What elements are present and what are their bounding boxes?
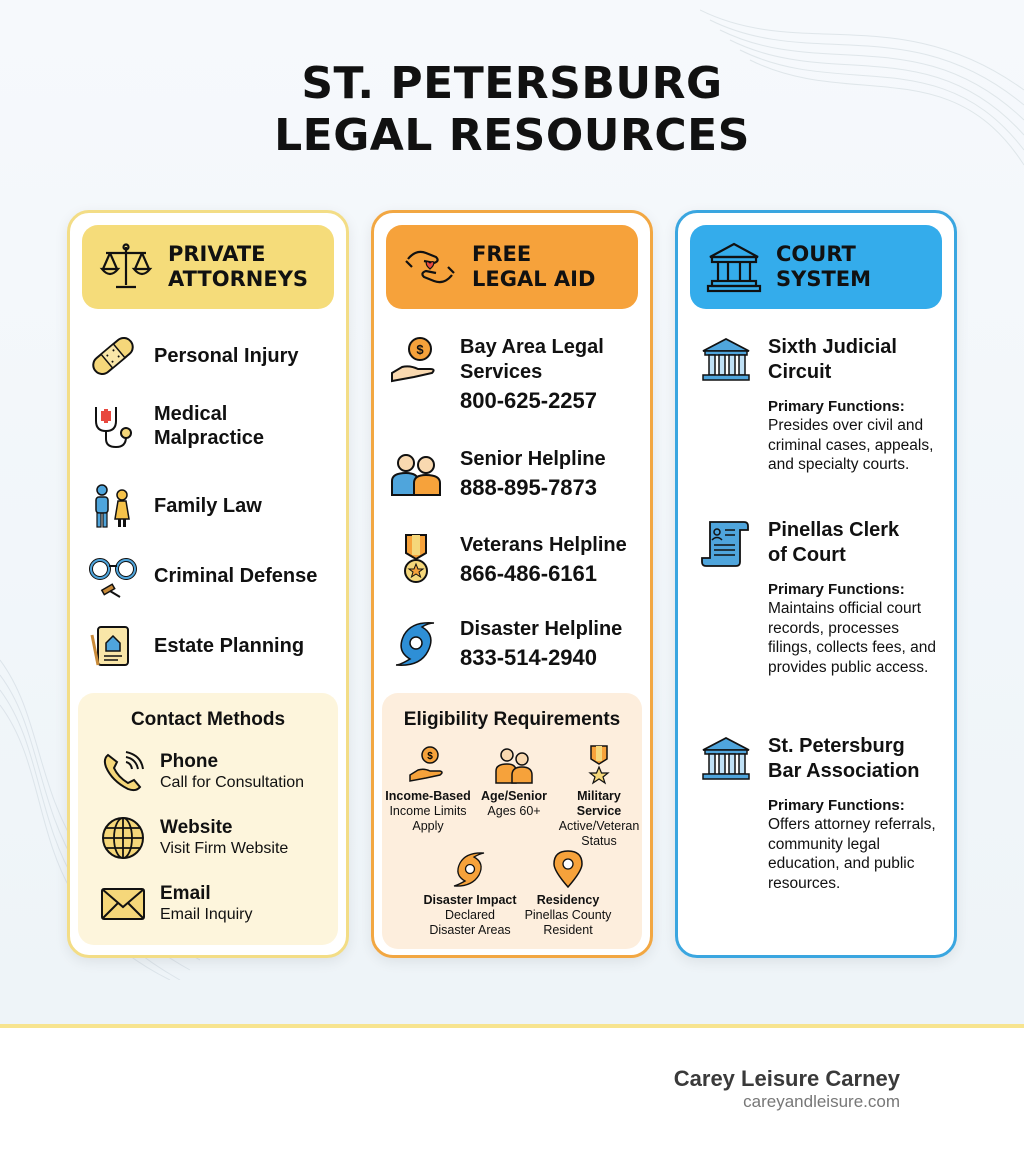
money-hand-icon [408, 745, 448, 785]
practice-area-personal-injury [88, 331, 299, 381]
brand-block [674, 1066, 900, 1112]
primary-functions-label: Primary Functions: [768, 797, 905, 814]
aid-service-name: Veterans Helpline [460, 534, 627, 556]
aid-service-senior-helpline [390, 447, 606, 502]
aid-service-phone[interactable]: 833-514-2940 [460, 645, 598, 670]
title-line-2: LEGAL RESOURCES [274, 110, 750, 161]
money-hand-icon [390, 335, 442, 387]
svg-text:$: $ [416, 342, 424, 357]
practice-area-label: Estate Planning [154, 635, 305, 657]
free-legal-aid-card [371, 210, 653, 958]
title-line-1: ST. PETERSBURG [301, 58, 723, 109]
eligibility-residency [520, 849, 616, 938]
eligibility-desc: Status [581, 834, 617, 848]
primary-functions-label: Primary Functions: [768, 398, 905, 415]
header-line-2: SYSTEM [776, 267, 872, 291]
eligibility-desc: Resident [543, 923, 593, 937]
contact-method-desc: Visit Firm Website [160, 840, 289, 857]
contact-method-label: Phone [160, 751, 219, 772]
eligibility-desc: Pinellas County [524, 908, 612, 922]
header-line-1: PRIVATE [168, 242, 266, 266]
eligibility-label: Service [576, 804, 622, 818]
contact-method-desc: Email Inquiry [160, 906, 253, 923]
eligibility-desc: Active/Veteran [558, 819, 640, 833]
eligibility-desc: Disaster Areas [429, 923, 511, 937]
header-line-1: COURT [776, 242, 856, 266]
medal-icon [390, 533, 442, 585]
will-document-icon [88, 621, 138, 671]
envelope-icon [100, 881, 146, 927]
court-entity-st-petersburg-bar-association [696, 734, 944, 893]
handcuffs-icon [88, 551, 138, 601]
eligibility-label: Residency [536, 893, 600, 907]
aid-service-name: Disaster Helpline [460, 618, 623, 640]
aid-service-phone[interactable]: 866-486-6161 [460, 561, 598, 586]
eligibility-label: Military [577, 789, 621, 803]
phone-icon [100, 749, 146, 795]
court-entity-name-line-2: Bar Association [768, 760, 920, 782]
scroll-document-icon [700, 518, 752, 570]
court-entity-name-line-1: Pinellas Clerk [768, 519, 900, 541]
header-line-2: LEGAL AID [472, 267, 596, 291]
court-system-header [690, 225, 942, 309]
footer [0, 1028, 1024, 1154]
medal-icon [579, 745, 619, 785]
eligibility-age [474, 745, 554, 819]
court-entity-sixth-judicial-circuit [696, 335, 944, 475]
courthouse-icon [700, 734, 752, 786]
practice-area-family-law [88, 481, 262, 531]
eligibility-desc: Income Limits [389, 804, 467, 818]
practice-area-label: Personal Injury [154, 345, 299, 367]
contact-method-website[interactable] [100, 815, 288, 861]
private-attorneys-card [67, 210, 349, 958]
court-entity-description: Offers attorney referrals, community legal education, and public resources. [768, 816, 936, 892]
hurricane-icon [390, 617, 442, 669]
practice-area-estate-planning [88, 621, 304, 671]
court-entity-name-line-2: of Court [768, 544, 846, 566]
practice-area-criminal-defense [88, 551, 317, 601]
seniors-icon [390, 447, 442, 499]
scales-icon [98, 239, 154, 295]
aid-service-phone[interactable]: 888-895-7873 [460, 475, 598, 500]
eligibility-desc: Declared [444, 908, 496, 922]
seniors-icon [494, 745, 534, 785]
stethoscope-icon [88, 401, 138, 451]
contact-methods-panel [78, 693, 338, 945]
eligibility-desc: Ages 60+ [487, 804, 541, 818]
aid-service-phone[interactable]: 800-625-2257 [460, 388, 598, 413]
free-legal-aid-header [386, 225, 638, 309]
practice-area-label-line-2: Malpractice [154, 427, 265, 449]
eligibility-label: Age/Senior [481, 789, 547, 803]
court-entity-name-line-1: Sixth Judicial [768, 336, 897, 358]
aid-service-veterans-helpline [390, 533, 627, 588]
courthouse-icon [706, 239, 762, 295]
court-system-card [675, 210, 957, 958]
eligibility-income [382, 745, 474, 834]
hurricane-icon [450, 849, 490, 889]
contact-method-label: Website [160, 817, 233, 838]
practice-area-medical-malpractice [88, 401, 264, 451]
court-entity-description: Maintains official court records, processes filings, collects fees, and provides public access. [768, 600, 937, 676]
contact-method-desc: Call for Consultation [160, 774, 305, 791]
aid-service-name-line-2: Services [460, 361, 543, 383]
eligibility-military [554, 745, 644, 849]
aid-service-disaster-helpline [390, 617, 622, 672]
eligibility-disaster [418, 849, 522, 938]
practice-area-label-line-1: Medical [154, 403, 228, 425]
contact-method-phone[interactable] [100, 749, 304, 795]
eligibility-label: Income-Based [385, 789, 471, 803]
page-title [0, 58, 1024, 162]
eligibility-label: Disaster Impact [423, 893, 517, 907]
globe-icon [100, 815, 146, 861]
brand-name: Carey Leisure Carney [673, 1066, 900, 1091]
bandage-icon [88, 331, 138, 381]
svg-text:$: $ [427, 751, 433, 762]
aid-service-name-line-1: Bay Area Legal [460, 336, 604, 358]
court-entity-pinellas-clerk [696, 518, 944, 677]
primary-functions-label: Primary Functions: [768, 581, 905, 598]
aid-service-name: Senior Helpline [460, 448, 606, 470]
helping-hands-icon [402, 239, 458, 295]
header-line-1: FREE [472, 242, 532, 266]
court-entity-name-line-1: St. Petersburg [768, 735, 905, 757]
contact-method-email[interactable] [100, 881, 252, 927]
eligibility-desc: Apply [412, 819, 444, 833]
practice-area-label: Family Law [154, 495, 262, 517]
brand-url[interactable]: careyandleisure.com [743, 1092, 900, 1111]
contact-method-label: Email [160, 883, 211, 904]
header-line-2: ATTORNEYS [168, 267, 309, 291]
practice-area-label: Criminal Defense [154, 565, 318, 587]
court-entity-description: Presides over civil and criminal cases, appeals, and specialty courts. [768, 417, 934, 473]
family-icon [88, 481, 138, 531]
court-entity-name-line-2: Circuit [768, 361, 832, 383]
private-attorneys-header [82, 225, 334, 309]
eligibility-title: Eligibility Requirements [403, 709, 621, 730]
location-pin-icon [548, 849, 588, 889]
contact-methods-title: Contact Methods [130, 709, 286, 730]
aid-service-bay-area-legal [390, 335, 604, 415]
courthouse-icon [700, 335, 752, 387]
eligibility-panel [382, 693, 642, 949]
